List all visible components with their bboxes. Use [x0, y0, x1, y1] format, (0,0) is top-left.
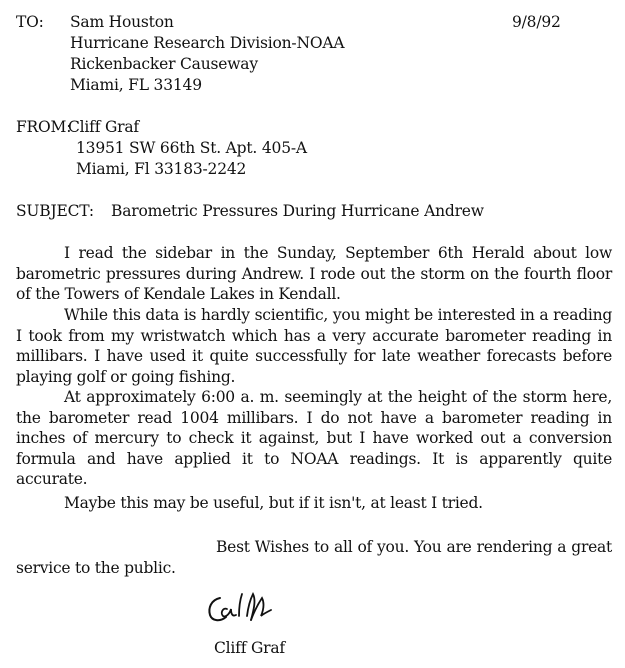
sender-city: Miami, Fl 33183-2242 [76, 160, 247, 178]
recipient-organization: Hurricane Research Division-NOAA [70, 34, 345, 52]
body-paragraph-2: While this data is hardly scientific, you might be interested in a reading I took from my wristwatch which has a very accurate barometer reading in millibars. I have used it quite successfully for late weather forecasts before playing golf or going fishing. [16, 306, 612, 386]
body-paragraph-3: At approximately 6:00 a. m. seemingly at the height of the storm here, the barometer read 1004 millibars. I do not have a barometer reading in inches of mercury to check it against, but I have worked out a conversion formula and have applied it to NOAA readings. It is apparently quite accurate. [16, 388, 612, 489]
to-label: TO: [16, 13, 44, 31]
body-paragraph-4: Maybe this may be useful, but if it isn't, at least I tried. [64, 494, 483, 512]
subject-label: SUBJECT: [16, 202, 94, 220]
body-paragraph-1: I read the sidebar in the Sunday, September 6th Herald about low barometric pressures during Andrew. I rode out the storm on the fourth floor of the Towers of Kendale Lakes in Kendall. [16, 244, 612, 304]
handwritten-signature [205, 590, 277, 630]
from-label: FROM: [16, 118, 72, 136]
letter-date: 9/8/92 [512, 13, 561, 31]
recipient-city: Miami, FL 33149 [70, 76, 202, 94]
sender-name: Cliff Graf [68, 118, 139, 136]
closing-remark: Best Wishes to all of you. You are rendering a great service to the public. [16, 538, 612, 577]
sender-street: 13951 SW 66th St. Apt. 405-A [76, 139, 307, 157]
subject-text: Barometric Pressures During Hurricane Andrew [111, 202, 484, 220]
recipient-name: Sam Houston [70, 13, 174, 31]
signature-scribble-icon [205, 590, 277, 626]
signature-name: Cliff Graf [214, 639, 285, 657]
recipient-street: Rickenbacker Causeway [70, 55, 258, 73]
